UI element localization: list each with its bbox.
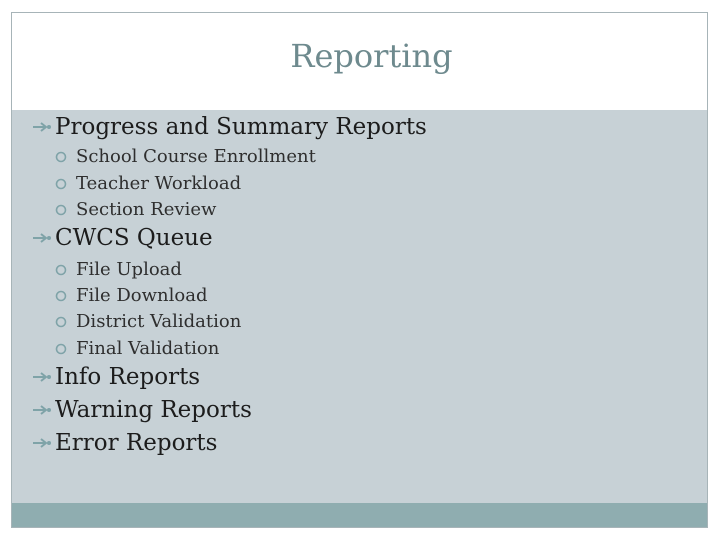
slide: [11, 12, 708, 528]
bullet-level2-text: District Validation: [76, 311, 242, 332]
bullet-level1-text: Error Reports: [55, 430, 218, 456]
ring-bullet-icon: [54, 289, 68, 303]
bullet-level1: [32, 430, 217, 456]
bullet-level1: [32, 397, 252, 423]
ring-bullet-icon: [54, 315, 68, 329]
bullet-level2-text: Section Review: [76, 199, 217, 220]
ring-bullet-icon: [54, 342, 68, 356]
arrow-bullet-icon: [32, 232, 52, 244]
arrow-bullet-icon: [32, 404, 52, 416]
bullet-level2: [54, 199, 216, 220]
bullet-level1: [32, 364, 200, 390]
title-area: [12, 13, 707, 110]
bullet-level2-text: Final Validation: [76, 338, 220, 359]
bullet-level1-text: CWCS Queue: [55, 225, 213, 251]
arrow-bullet-icon: [32, 121, 52, 133]
bullet-level2-text: School Course Enrollment: [76, 146, 316, 167]
slide-title: Reporting: [290, 37, 453, 75]
bullet-level2: [54, 285, 208, 306]
bullet-level2-text: File Upload: [76, 259, 182, 280]
ring-bullet-icon: [54, 177, 68, 191]
bullet-level2-text: File Download: [76, 285, 208, 306]
bullet-level1-text: Warning Reports: [55, 397, 252, 423]
bullet-level2-text: Teacher Workload: [76, 173, 242, 194]
bullet-level2: [54, 259, 182, 280]
bullet-level1: [32, 114, 427, 140]
ring-bullet-icon: [54, 150, 68, 164]
bullet-level2: [54, 146, 316, 167]
footer-bar: [12, 503, 707, 527]
arrow-bullet-icon: [32, 437, 52, 449]
bullet-level2: [54, 311, 241, 332]
bullet-level2: [54, 173, 241, 194]
bullet-level1-text: Progress and Summary Reports: [55, 114, 427, 140]
ring-bullet-icon: [54, 203, 68, 217]
bullet-level1: [32, 225, 213, 251]
bullet-level1-text: Info Reports: [55, 364, 201, 390]
bullet-level2: [54, 338, 219, 359]
arrow-bullet-icon: [32, 371, 52, 383]
ring-bullet-icon: [54, 263, 68, 277]
